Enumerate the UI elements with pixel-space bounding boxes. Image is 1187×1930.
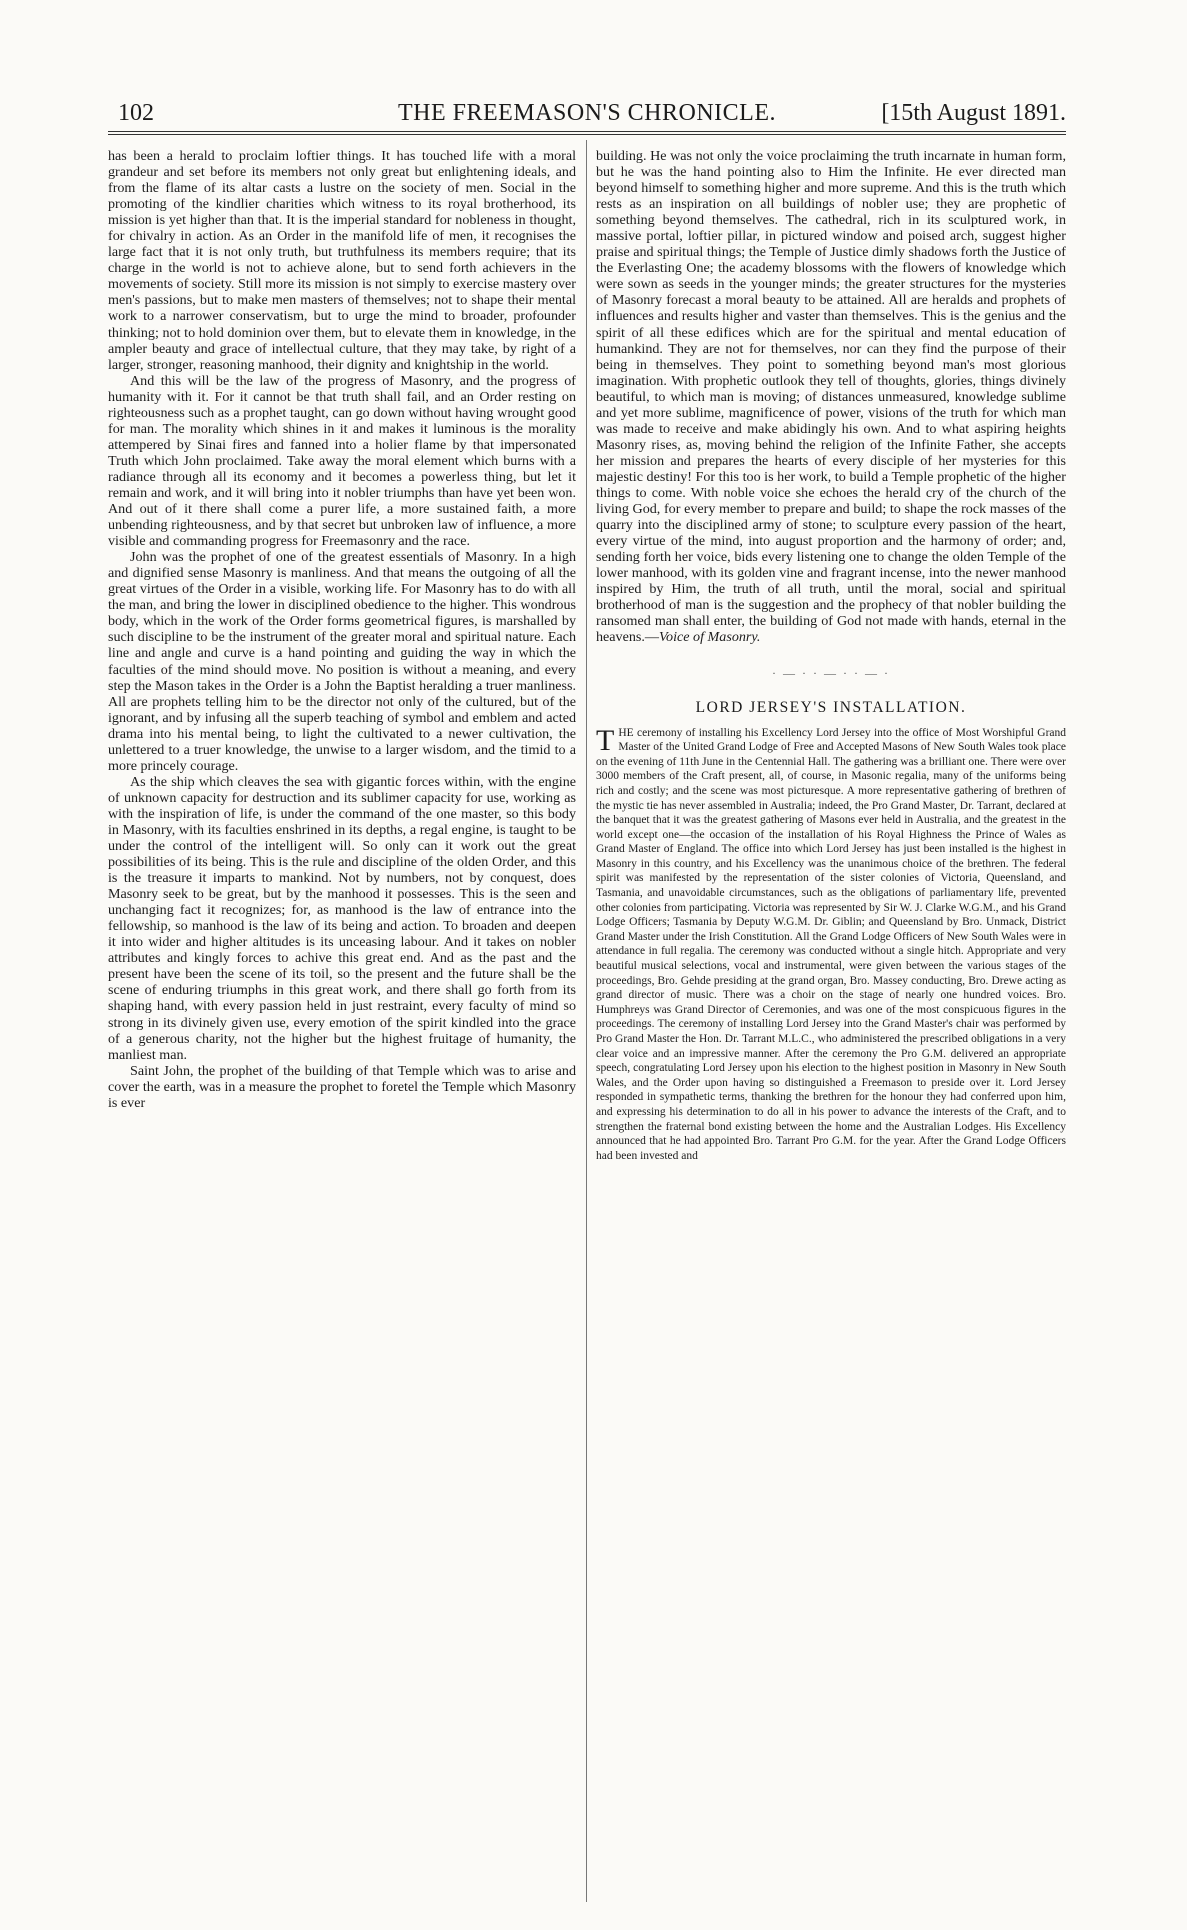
column-divider — [586, 140, 587, 1902]
section-ornament: · — · · — · · — · — [772, 666, 890, 681]
left-column — [108, 148, 576, 1111]
issue-date: [15th August 1891. — [881, 100, 1066, 126]
article-continuation-text: building. He was not only the voice proclaiming the truth incarnate in human form, but he was the hand pointing also to Him the Infinite. He ever directed man beyond himself to something higher and more supreme. And this is the truth which rests as an inspiration on all buildings of nobler use; they are prophetic of something beyond themselves. The cathedral, rich in its sculptured work, in massive portal, loftier pillar, in pictured window and poised arch, suggest higher praise and spiritual things; the Temple of Justice dimly shadows forth the Justice of the Everlasting One; the academy blossoms with the flowers of knowledge which were sown as seeds in the younger minds; the greater structures for the mysteries of Masonry forecast a moral beauty to be attained. All are heralds and prophets of influences and results higher and vaster than themselves. This is the genius and the spirit of all these edifices which are for the spiritual and mental education of humankind. They are not for themselves, nor can they find the purpose of their being in themselves. They point to something beyond man's most glorious imagination. With prophetic outlook they tell of thoughts, glories, things divinely beautiful, to which man is moving; of distances unmeasured, knowledge sublime and yet more sublime, magnificence of power, visions of the truth for which man was made to receive and make abidingly his own. And to what aspiring heights Masonry rises, as, moving behind the religion of the Infinite Father, she accepts her mission and prepares the hearts of every disciple of her mysteries for this majestic destiny! For this too is her work, to build a Temple prophetic of the higher things to come. With noble voice she echoes the herald cry of the church of the living God, for every member to prepare and build; to shape the rock masses of the quarry into the disciplined army of stone; to sculpture every passion of the heart, every virtue of the mind, into august proportion and the harmony of order; and, sending forth her voice, bids every listening one to change the olden Temple of the lower manhood, with its golden vine and fragrant incense, into the newer manhood inspired by Him, the truth of all truth, until the moral, social and spiritual brotherhood of man is the suggestion and the prophecy of that nobler building the ransomed man shall enter, the building of God not made with hands, eternal in the heavens.— — [596, 148, 1066, 646]
installation-article — [596, 723, 1066, 1164]
right-column — [596, 148, 1066, 1163]
article-paragraph: As the ship which cleaves the sea with gigantic forces within, with the engine of unknown capacity for destruction and its sublimer capacity for use, working as with the inspiration of life, is under the command of the one master, so this body in Masonry, with its faculties enshrined in its depths, a regal engine, is taught to be under the control of the intelligent will. So only can it work out the great possibilities of its being. This is the rule and discipline of the olden Order, and this is the treasure it imparts to mankind. Not by numbers, not by conquest, does Masonry seek to be great, but by the manhood it possesses. This is the seen and unchanging fact it recognizes; for, as manhood is the law of entrance into the fellowship, so manhood is the law of its being and action. To broaden and deepen it into wider and higher altitudes is its unceasing labour. And it takes on nobler attributes and kingly forces to achive this great end. And as the past and the present have been the scene of its toil, so the present and the future shall be the scene of enduring triumphs in this great work, and there shall go forth from its shaping hand, with every passion held in just restraint, every faculty of mind so strong in its divinely given use, every emotion of the spirit kindled into the grace of a generous charity, not the higher but the highest fruitage of humanity, the manliest man. — [108, 773, 576, 1063]
header-rule — [108, 131, 1066, 132]
article-paragraph: John was the prophet of one of the greatest essentials of Masonry. In a high and dignified sense Masonry is manliness. And that means the outgoing of all the great virtues of the Order in a visible, working life. For Masonry has to do with all the man, and bring the lower in disciplined obedience to the higher. This wondrous body, which in the work of the Order forms geometrical figures, is marshalled by such discipline to be the instrument of the greater moral and spiritual nature. Each line and angle and curve is a hand pointing and guiding the way in which the faculties of the mind should move. No position is without a meaning, and every step the Mason takes in the Order is a John the Baptist heralding a truer manliness. All are prophets telling him to be the director not only of the cultured, but of the ignorant, and by infusing all the superb teaching of symbol and emblem and acted drama into his mental being, to light the cultivated to a newer cultivation, the unlettered to a truer knowledge, the unwise to a larger wisdom, and the timid to a more princely courage. — [108, 549, 576, 774]
installation-paragraph — [596, 723, 1066, 1164]
installation-text: HE ceremony of installing his Excellency Lord Jersey into the office of Most Worshipful Grand Master of the United Grand Lodge of Free and Accepted Masons of New South Wales took place on the evening of 11th June in the Centennial Hall. The gathering was a brilliant one. There were over 3000 members of the Craft present, all, of course, in Masonic regalia, many of the uniforms being rich and costly; and the scene was most picturesque. A more representative gathering of brethren of the mystic tie has never assembled in Australia; indeed, the Pro Grand Master, Dr. Tarrant, declared at the banquet that it was the greatest gathering of Masons ever held in Australia, and the greatest in the world except one—the occasion of the installation of his Royal Highness the Prince of Wales as Grand Master of England. The office into which Lord Jersey has just been installed is the highest in Masonry in this country, and his Excellency was the unanimous choice of the brethren. The federal spirit was manifested by the representation of the sister colonies of Victoria, Queensland, and Tasmania, and unavoidable circumstances, such as the obligations of parliamentary life, prevented other colonies from participating. Victoria was represented by Sir W. J. Clarke W.G.M., and his Grand Lodge Officers; Tasmania by Deputy W.G.M. Dr. Giblin; and Queensland by Bro. Unmack, District Grand Master under the Irish Constitution. All the Grand Lodge Officers of New South Wales were in attendance in full regalia. The ceremony was conducted without a single hitch. Appropriate and very beautiful musical selections, vocal and instrumental, were given between the various stages of the proceedings, Bro. Gehde presiding at the grand organ, Bro. Massey conducting, Bro. Drewe acting as grand director of music. There was a choir on the stage of nearly one hundred voices. Bro. Humphreys was Grand Director of Ceremonies, and was one of the most conspicuous figures in the proceedings. The ceremony of installing Lord Jersey into the Grand Master's chair was performed by Pro Grand Master the Hon. Dr. Tarrant M.L.C., who administered the prescribed obligations in a very clear voice and an impressive manner. After the ceremony the Pro G.M. delivered an appropriate speech, congratulating Lord Jersey upon his election to the highest position in Masonry in New South Wales, and the Order upon having so distinguished a Freemason to preside over it. Lord Jersey responded in sympathetic terms, thanking the brethren for the honour they had conferred upon him, and expressing his determination to do all in his power to advance the interests of the Craft, and to strengthen the fraternal bond existing between the home and the Australian Lodges. His Excellency announced that he had appointed Bro. Tarrant Pro G.M. for the year. After the Grand Lodge Officers had been invested and — [596, 726, 1066, 1162]
article-paragraph — [596, 148, 1066, 645]
page-number: 102 — [118, 100, 154, 126]
article-paragraph: And this will be the law of the progress of Masonry, and the progress of humanity with it. For it cannot be that truth shall fail, and an Order resting on righteousness such as a prophet taught, can go down without having wrought good for man. The morality which shines in it and makes it luminous is the morality attempered by Sinai fires and fanned into a holier flame by that impersonated Truth which John proclaimed. Take away the moral element which burns with a radiance through all its economy and it becomes a powerless thing, but let it remain and work, and it will bring into it nobler triumphs than have yet been won. And out of it there shall come a purer life, a more sustained faith, a more unbending righteousness, and by that secret but unbroken law of influence, a more visible and commanding progress for Freemasonry and the race. — [108, 372, 576, 550]
article-attribution: Voice of Masonry. — [659, 629, 761, 646]
header-rule-double — [108, 134, 1066, 135]
article-paragraph: has been a herald to proclaim loftier things. It has touched life with a moral grandeur and set before its members not only great but enlightening ideals, and from the flame of its altar casts a lustre on the society of men. Social in the promoting of the kindlier charities which witness to its royal brotherhood, its mission is yet higher than that. It is the imperial standard for nobleness in thought, for chivalry in action. As an Order in the manifold life of men, it recognises the large fact that it is not only truth, but truthfulness its members require; that its charge in the world is not to achieve alone, but to send forth achievers in the movements of society. Still more its mission is not simply to exercise mastery over men's passions, but to make men masters of themselves; not to shape their mental work to a narrower conservatism, but to urge the mind to broader, profounder thinking; not to hold dominion over them, but to elevate them in knowledge, in the ampler beauty and grace of intellectual culture, that they may take, by right of a larger, stronger, reasoning manhood, their dignity and knightship in the world. — [108, 148, 576, 373]
publication-title: THE FREEMASON'S CHRONICLE. — [397, 100, 776, 126]
drop-cap: T — [596, 723, 615, 757]
section-title: LORD JERSEY'S INSTALLATION. — [695, 698, 967, 716]
page-header — [108, 96, 1066, 130]
article-paragraph: Saint John, the prophet of the building of that Temple which was to arise and cover the earth, was in a measure the prophet to foretel the Temple which Masonry is ever — [108, 1062, 576, 1111]
